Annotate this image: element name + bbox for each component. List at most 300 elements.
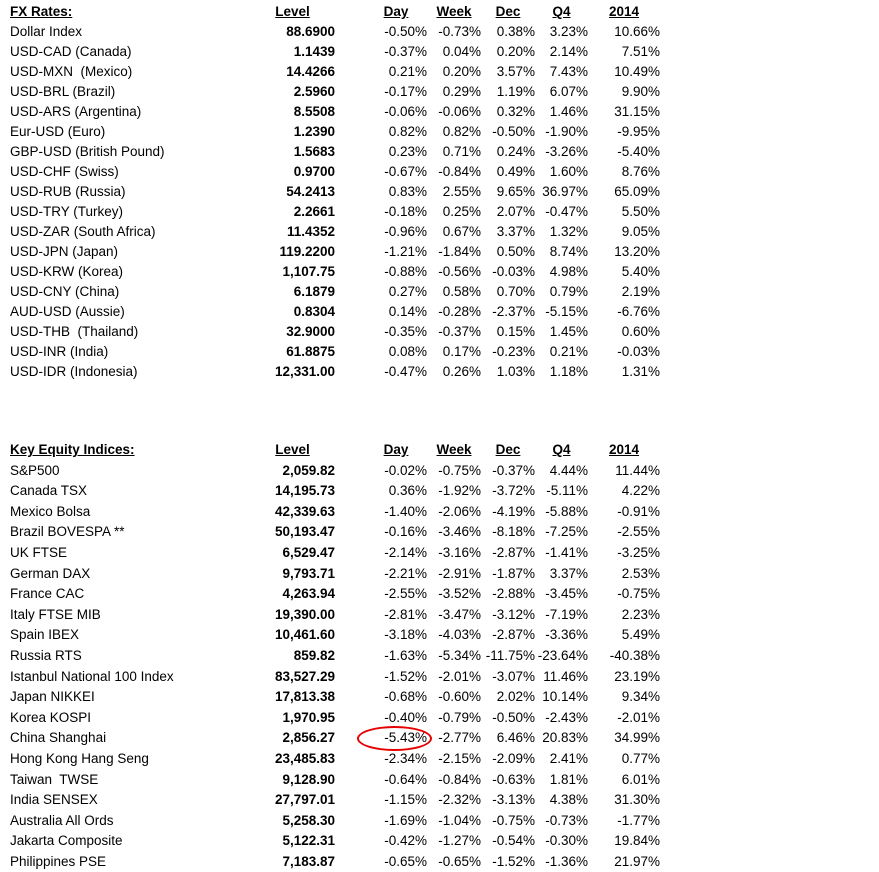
column-header-dec: Dec [495,442,521,457]
day-value: -1.15% [384,792,427,808]
q4-value: 1.46% [549,104,588,119]
table-row [0,262,660,282]
table-row [0,282,660,302]
week-value: -3.16% [438,544,481,560]
spacer-cell [335,22,365,42]
q4-value: 1.45% [549,324,588,339]
week-value: -0.06% [438,104,481,119]
day-value: -1.21% [384,244,427,259]
spacer-cell [335,142,365,162]
q4-value: -0.73% [545,812,588,828]
day-value: -0.64% [384,771,427,787]
q4-value: -1.36% [545,853,588,869]
y2014-value: 0.60% [621,324,660,339]
day-value: -0.96% [384,224,427,239]
table-row [0,182,660,202]
day-value: -0.88% [384,264,427,279]
week-value: -2.01% [438,668,481,684]
table-row [0,687,660,708]
level-value: 10,461.60 [274,627,335,643]
spacer-cell [335,122,365,142]
key-equity-indices-table [0,440,660,872]
row-label: USD-JPN (Japan) [10,244,119,259]
week-value: -3.52% [438,586,481,602]
level-value: 14.4266 [286,64,335,79]
column-header-q4: Q4 [552,4,571,19]
spacer-cell [335,62,365,82]
level-value: 6,529.47 [282,544,335,560]
y2014-value: 2.19% [621,284,660,299]
red-circle-annotation [357,726,432,751]
q4-value: 10.14% [542,689,588,705]
dec-value: 0.32% [496,104,535,119]
level-value: 2.2661 [293,204,335,219]
week-value: -0.37% [438,324,481,339]
dec-value: -0.75% [492,812,535,828]
q4-value: 4.98% [549,264,588,279]
level-value: 2.5960 [293,84,335,99]
dec-value: -0.23% [492,344,535,359]
column-header-week: Week [436,4,472,19]
row-label: AUD-USD (Aussie) [10,304,125,319]
row-label: France CAC [10,586,85,602]
week-value: 0.58% [442,284,481,299]
y2014-value: 21.97% [614,853,660,869]
dec-value: -3.72% [492,483,535,499]
row-label: S&P500 [10,462,60,478]
day-value: -1.52% [384,668,427,684]
week-value: 0.26% [442,364,481,379]
spacer-cell [335,481,365,502]
dec-value: 9.65% [496,184,535,199]
y2014-value: 31.15% [614,104,660,119]
table-row [0,222,660,242]
column-header-level: Level [275,442,310,457]
dec-value: -2.09% [492,750,535,766]
week-value: -2.06% [438,503,481,519]
row-label: USD-CAD (Canada) [10,44,132,59]
week-value: -5.34% [438,647,481,663]
level-value: 7,183.87 [282,853,335,869]
q4-value: 0.21% [549,344,588,359]
q4-value: 1.60% [549,164,588,179]
row-label: Japan NIKKEI [10,689,95,705]
dec-value: 2.07% [496,204,535,219]
q4-value: -1.90% [545,124,588,139]
dec-value: 6.46% [496,730,535,746]
level-value: 14,195.73 [274,483,335,499]
day-value: 0.23% [388,144,427,159]
level-value: 1,970.95 [282,709,335,725]
dec-value: 3.57% [496,64,535,79]
y2014-value: 9.05% [621,224,660,239]
column-header-day: Day [383,4,409,19]
q4-value: 11.46% [543,668,588,684]
day-value: -0.18% [384,204,427,219]
dec-value: 1.19% [496,84,535,99]
row-label: Jakarta Composite [10,833,123,849]
dec-value: 0.15% [496,324,535,339]
day-value: -5.43% [365,728,427,749]
q4-value: -2.43% [545,709,588,725]
spacer-cell [335,728,365,749]
dec-value: -8.18% [492,524,535,540]
level-value: 0.8304 [293,304,335,319]
dec-value: -0.54% [492,833,535,849]
spacer-cell [335,2,365,22]
dec-value: -11.75% [485,647,535,663]
week-value: -0.73% [438,24,481,39]
day-value: 0.21% [388,64,427,79]
week-value: 0.67% [442,224,481,239]
dec-value: -2.88% [492,586,535,602]
table-row [0,481,660,502]
spacer-cell [335,502,365,523]
day-value: 0.08% [388,344,427,359]
equity-table-title: Key Equity Indices: [10,442,135,457]
level-value: 2,856.27 [282,730,335,746]
week-value: -0.60% [438,689,481,705]
dec-value: 1.03% [496,364,535,379]
fx-rates-table [0,2,660,382]
y2014-value: 10.66% [614,24,660,39]
week-value: 0.29% [442,84,481,99]
q4-value: 1.32% [549,224,588,239]
q4-value: -0.47% [545,204,588,219]
day-value: -0.50% [384,24,427,39]
table-row [0,831,660,852]
row-label: USD-RUB (Russia) [10,184,126,199]
row-label: USD-ZAR (South Africa) [10,224,156,239]
level-value: 5,122.31 [282,833,335,849]
week-value: -1.84% [438,244,481,259]
y2014-value: 0.77% [621,750,660,766]
y2014-value: -1.77% [617,812,660,828]
week-value: 0.71% [442,144,481,159]
table-row [0,564,660,585]
level-value: 50,193.47 [274,524,335,540]
column-header-2014: 2014 [608,4,640,19]
spacer-cell [335,646,365,667]
row-label: Italy FTSE MIB [10,606,101,622]
level-value: 54.2413 [286,184,335,199]
dec-value: -0.50% [492,709,535,725]
row-label: USD-MXN (Mexico) [10,64,133,79]
table-row [0,122,660,142]
row-label: USD-TRY (Turkey) [10,204,124,219]
q4-value: 2.14% [549,44,588,59]
spacer-cell [335,605,365,626]
row-label: German DAX [10,565,91,581]
table-row [0,770,660,791]
y2014-value: 65.09% [614,184,660,199]
q4-value: -3.36% [545,627,588,643]
level-value: 88.6900 [286,24,335,39]
week-value: -1.27% [438,833,481,849]
table-row [0,852,660,872]
day-value: -0.16% [384,524,427,540]
row-label: USD-THB (Thailand) [10,324,139,339]
row-label: Mexico Bolsa [10,503,91,519]
q4-value: -3.45% [545,586,588,602]
row-label: Taiwan TWSE [10,771,99,787]
dec-value: -3.13% [492,792,535,808]
week-value: -2.32% [438,792,481,808]
spacer-cell [335,852,365,872]
y2014-value: -40.38% [609,647,660,663]
day-value: -1.63% [384,647,427,663]
table-row [0,62,660,82]
day-value: -0.17% [384,84,427,99]
column-header-level: Level [275,4,310,19]
dec-value: 0.24% [496,144,535,159]
y2014-value: 2.53% [621,565,660,581]
table-row [0,342,660,362]
table-row [0,142,660,162]
day-value: -0.35% [384,324,427,339]
fx-header-row [0,2,660,22]
spacer-cell [335,749,365,770]
table-row [0,584,660,605]
week-value: 0.04% [442,44,481,59]
day-value: 0.83% [388,184,427,199]
column-header-2014: 2014 [608,442,640,457]
table-row [0,667,660,688]
y2014-value: 7.51% [621,44,660,59]
spacer-cell [335,82,365,102]
day-value: -0.40% [384,709,427,725]
spacer-cell [335,202,365,222]
level-value: 1.1439 [293,44,335,59]
y2014-value: 9.90% [621,84,660,99]
spacer-cell [335,222,365,242]
q4-value: -5.88% [545,503,588,519]
week-value: -4.03% [438,627,481,643]
dec-value: -0.50% [492,124,535,139]
spacer-cell [335,461,365,482]
column-header-week: Week [436,442,472,457]
spacer-cell [335,162,365,182]
spacer-cell [335,182,365,202]
day-value: -0.42% [384,833,427,849]
day-value: 0.14% [388,304,427,319]
spacer-cell [335,708,365,729]
dec-value: 0.70% [496,284,535,299]
day-value: -0.06% [384,104,427,119]
week-value: -2.77% [438,730,481,746]
level-value: 11.4352 [286,224,335,239]
q4-value: 6.07% [549,84,588,99]
level-value: 12,331.00 [274,364,335,379]
row-label: India SENSEX [10,792,98,808]
table-row [0,646,660,667]
day-value: 0.82% [388,124,427,139]
day-value: -1.69% [384,812,427,828]
day-value: -0.65% [384,853,427,869]
level-value: 1.5683 [293,144,335,159]
week-value: -0.56% [438,264,481,279]
spacer-cell [335,302,365,322]
q4-value: -1.41% [545,544,588,560]
spacer-cell [335,811,365,832]
spacer-cell [335,42,365,62]
row-label: USD-ARS (Argentina) [10,104,142,119]
spacer-cell [335,362,365,382]
table-row [0,202,660,222]
row-label: Hong Kong Hang Seng [10,750,149,766]
q4-value: 36.97% [542,184,588,199]
dec-value: -3.07% [492,668,535,684]
level-value: 23,485.83 [274,750,335,766]
q4-value: 2.41% [549,750,588,766]
level-value: 9,128.90 [282,771,335,787]
day-value: -2.14% [384,544,427,560]
week-value: 0.20% [442,64,481,79]
y2014-value: 34.99% [614,730,660,746]
week-value: -0.65% [438,853,481,869]
dec-value: -2.87% [492,544,535,560]
row-label: UK FTSE [10,544,68,560]
y2014-value: 2.23% [621,606,660,622]
table-row [0,708,660,729]
table-row [0,322,660,342]
q4-value: 3.23% [549,24,588,39]
table-row [0,362,660,382]
row-label: Eur-USD (Euro) [10,124,106,139]
y2014-value: -2.55% [617,524,660,540]
row-label: USD-CNY (China) [10,284,120,299]
q4-value: -7.19% [545,606,588,622]
dec-value: 0.50% [496,244,535,259]
day-value: -0.37% [384,44,427,59]
row-label: USD-KRW (Korea) [10,264,124,279]
spacer-cell [335,262,365,282]
week-value: -3.47% [438,606,481,622]
q4-value: -0.30% [545,833,588,849]
q4-value: -3.26% [545,144,588,159]
dec-value: -1.52% [492,853,535,869]
table-row [0,42,660,62]
q4-value: 20.83% [542,730,588,746]
dec-value: 2.02% [496,689,535,705]
level-value: 1,107.75 [282,264,335,279]
dec-value: -0.37% [492,462,535,478]
row-label: USD-INR (India) [10,344,109,359]
week-value: -0.84% [438,771,481,787]
q4-value: 0.79% [549,284,588,299]
level-value: 2,059.82 [282,462,335,478]
day-value: 0.27% [388,284,427,299]
week-value: 0.25% [442,204,481,219]
level-value: 27,797.01 [274,792,335,808]
table-row [0,522,660,543]
q4-value: 4.38% [549,792,588,808]
q4-value: -5.11% [546,483,588,499]
q4-value: -7.25% [545,524,588,540]
dec-value: -2.37% [492,304,535,319]
row-label: Russia RTS [10,647,82,663]
table-row [0,461,660,482]
day-value: -2.21% [384,565,427,581]
table-row [0,22,660,42]
column-header-dec: Dec [495,4,521,19]
y2014-value: -0.91% [617,503,660,519]
row-label: Philippines PSE [10,853,107,869]
week-value: 0.82% [442,124,481,139]
spacer-cell [335,242,365,262]
row-label: Spain IBEX [10,627,80,643]
dec-value: -2.87% [492,627,535,643]
q4-value: 7.43% [549,64,588,79]
dec-value: 0.38% [496,24,535,39]
row-label: GBP-USD (British Pound) [10,144,165,159]
level-value: 42,339.63 [274,503,335,519]
table-row [0,790,660,811]
row-label: Korea KOSPI [10,709,92,725]
spacer-cell [335,440,365,461]
dec-value: -0.03% [492,264,535,279]
y2014-value: 5.40% [621,264,660,279]
spacer-cell [335,584,365,605]
y2014-value: 4.22% [621,483,660,499]
y2014-value: 13.20% [614,244,660,259]
row-label: Dollar Index [10,24,83,39]
y2014-value: 10.49% [614,64,660,79]
day-value: -2.34% [384,750,427,766]
level-value: 8.5508 [293,104,335,119]
y2014-value: 1.31% [621,364,660,379]
week-value: -3.46% [438,524,481,540]
table-row [0,82,660,102]
y2014-value: 5.49% [621,627,660,643]
level-value: 19,390.00 [274,606,335,622]
week-value: -0.28% [438,304,481,319]
column-header-day: Day [383,442,409,457]
spacer-cell [335,790,365,811]
q4-value: -23.64% [537,647,588,663]
level-value: 119.2200 [279,244,335,259]
table-row [0,728,660,749]
y2014-value: 19.84% [614,833,660,849]
week-value: 2.55% [442,184,481,199]
spacer-cell [335,322,365,342]
table-row [0,543,660,564]
dec-value: 0.49% [496,164,535,179]
dec-value: -3.12% [492,606,535,622]
dec-value: 0.20% [496,44,535,59]
day-value: 0.36% [388,483,427,499]
day-value: -1.40% [384,503,427,519]
q4-value: 4.44% [549,462,588,478]
day-value: -2.81% [384,606,427,622]
level-value: 1.2390 [293,124,335,139]
day-value: -2.55% [384,586,427,602]
column-header-q4: Q4 [552,442,571,457]
row-label: Istanbul National 100 Index [10,668,174,684]
y2014-value: -6.76% [617,304,660,319]
q4-value: 8.74% [549,244,588,259]
week-value: -0.75% [438,462,481,478]
y2014-value: 11.44% [615,462,660,478]
q4-value: 1.81% [549,771,588,787]
day-value: -0.02% [384,462,427,478]
spacer-cell [335,282,365,302]
spacer-cell [335,667,365,688]
level-value: 9,793.71 [282,565,335,581]
spacer-cell [335,564,365,585]
level-value: 17,813.38 [274,689,335,705]
row-label: USD-BRL (Brazil) [10,84,116,99]
